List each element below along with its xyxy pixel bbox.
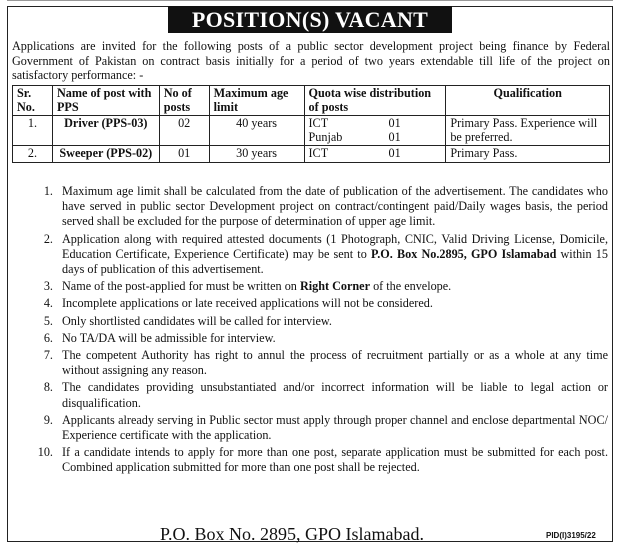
cell-sr: 2. (13, 146, 53, 163)
cell-quota (304, 146, 446, 163)
quota-place: ICT (308, 146, 329, 161)
condition-item: 9. Applicants already serving in Public sector must apply through proper channel and enclose departmental NOC/ Experience certificate with the application. (56, 413, 608, 443)
table-row (13, 146, 610, 163)
header-name: Name of post with PPS (52, 86, 159, 116)
cell-quota (304, 116, 446, 146)
header-age: Maximum age limit (209, 86, 304, 116)
condition-text: within 15 days of publication of this advertisement. (62, 246, 608, 277)
cell-name: Driver (PPS-03) (52, 116, 159, 146)
quota-place: Punjab (308, 129, 343, 144)
cell-qualification: Primary Pass. Experience will be preferred. (446, 116, 610, 146)
quota-count: 01 (388, 146, 401, 161)
table-header-row (13, 86, 610, 116)
condition-item: 10. If a candidate intends to apply for more than one post, separate application must be submitted for each post. Combined application submitted for more than one post shall be rejected. (56, 445, 608, 475)
cell-name: Sweeper (PPS-02) (52, 146, 159, 163)
cell-posts: 02 (159, 116, 209, 146)
condition-item: 7. The competent Authority has right to annul the process of recruitment partially or as a whole at any time without assigning any reason. (56, 348, 608, 378)
condition-item (56, 232, 608, 278)
quota-line (309, 131, 442, 145)
publication-id: PID(I)3195/22 (546, 531, 596, 540)
quota-count: 01 (388, 129, 401, 144)
cell-age: 30 years (209, 146, 304, 163)
header-posts: No of posts (159, 86, 209, 116)
cell-posts: 01 (159, 146, 209, 163)
condition-address: P.O. Box No.2895, GPO Islamabad (370, 246, 557, 261)
condition-item: 8. The candidates providing unsubstantiated and/or incorrect information will be liable to legal action or disqualification. (56, 380, 608, 410)
condition-text: Application along with required attested documents (1 Photograph, CNIC, Valid Driving License, Domicile, Education Certificate, Experience Certificate) may be sent to (62, 231, 608, 261)
quota-place: ICT (308, 116, 329, 131)
header-sr: Sr. No. (13, 86, 53, 116)
condition-item: 4. Incomplete applications or late received applications will not be considered. (56, 296, 608, 311)
cell-sr: 1. (13, 116, 53, 146)
table-row (13, 116, 610, 146)
conditions-list (12, 184, 608, 478)
condition-text: of the envelope. (370, 279, 452, 294)
condition-item: 6. No TA/DA will be admissible for interview. (56, 331, 608, 346)
cell-age: 40 years (209, 116, 304, 146)
condition-item: 1. Maximum age limit shall be calculated from the date of publication of the advertisement. The candidates who have served in public sector Development project on contract/contingent paid/Daily wages basis, the period served shall be excluded for the purpose of determination of upper age limit. (56, 184, 608, 230)
quota-line (309, 147, 442, 161)
condition-item: 5. Only shortlisted candidates will be called for interview. (56, 314, 608, 329)
cell-qualification: Primary Pass. (446, 146, 610, 163)
intro-paragraph: Applications are invited for the following posts of a public sector development project being finance by Federal Government of Pakistan on contract basis initially for a period of two years extendable till life of the project on satisfactory performance: - (12, 39, 610, 82)
posts-table (12, 85, 610, 163)
condition-item (56, 279, 608, 294)
top-rule (7, 0, 613, 1)
condition-emphasis: Right Corner (299, 279, 371, 294)
quota-count: 01 (388, 116, 401, 131)
header-quota: Quota wise distribution of posts (304, 86, 446, 116)
condition-text: Name of the post-applied for must be written on (62, 279, 300, 294)
header-qualification: Qualification (446, 86, 610, 116)
quota-line (309, 117, 442, 131)
footer-address: P.O. Box No. 2895, GPO Islamabad. (160, 524, 424, 544)
page-title: POSITION(S) VACANT (168, 6, 452, 33)
